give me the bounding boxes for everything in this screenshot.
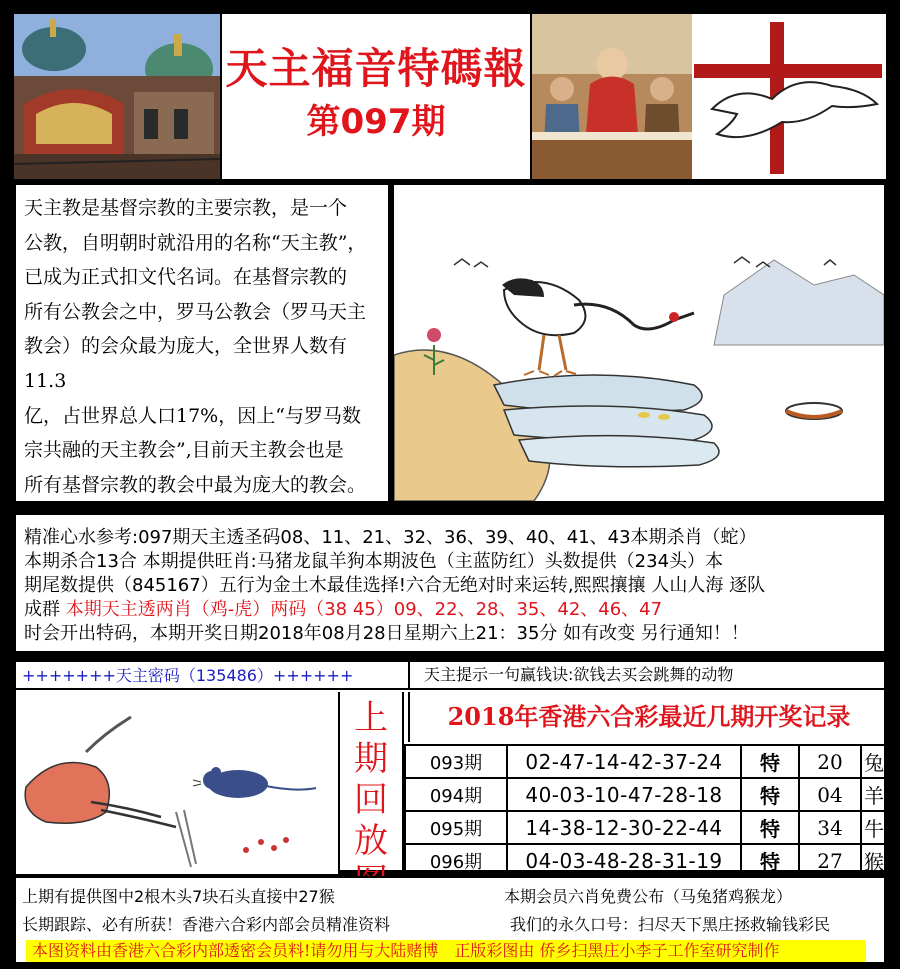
footer-line-2-right: 我们的永久口号：扫尽天下黑庄拯救输钱彩民 <box>510 915 831 934</box>
tips-box <box>14 513 886 653</box>
intro-box <box>14 183 390 503</box>
title-panel <box>222 14 530 179</box>
crane-illustration <box>392 183 886 503</box>
intro-line: 已成为正式扣文代名词。在基督宗教的 <box>24 266 348 289</box>
tip-line-2: 本期杀合13合 本期提供旺肖:马猪龙鼠羊狗本期波色（主蓝防红）头数提供（234头）本 <box>24 551 724 572</box>
special-label-cell: 特 <box>741 811 799 844</box>
tip-line-4-highlight: 本期天主透两肖（鸡-虎）两码（38 45）09、22、28、35、42、46、47 <box>65 599 663 620</box>
footer-line-2-left: 长期跟踪、必有所获！香港六合彩内部会员精准资料 <box>22 915 391 934</box>
religious-art <box>532 14 886 179</box>
replay-char: 回 <box>354 780 388 820</box>
period-cell: 094期 <box>405 778 507 811</box>
mouse-drawing <box>16 692 338 874</box>
tip-line-4-prefix: 成群 <box>24 599 66 620</box>
special-label-cell: 特 <box>741 745 799 778</box>
church-image <box>14 14 220 179</box>
footer-line-1-right: 本期会员六肖免费公布（马兔猪鸡猴龙） <box>504 887 793 906</box>
zodiac-cell: 兔 <box>861 745 887 778</box>
table-row <box>405 811 887 844</box>
records-title: 2018年香港六合彩最近几期开奖记录 <box>408 692 888 742</box>
zodiac-cell: 猴 <box>861 844 887 877</box>
last-issue-replay-label <box>338 692 404 874</box>
intro-text <box>24 191 384 502</box>
numbers-cell: 14-38-12-30-22-44 <box>507 811 741 844</box>
special-number-cell: 27 <box>799 844 861 877</box>
issue-number: 第097期 <box>306 102 446 142</box>
numbers-cell: 04-03-48-28-31-19 <box>507 844 741 877</box>
footer-banner: 本图资料由香港六合彩内部透密会员料!请勿用与大陆赌博 正版彩图由 侨乡扫黑庄小李子工作室研究制作 <box>26 940 866 962</box>
zodiac-cell: 羊 <box>861 778 887 811</box>
secret-code-bar: +++++++天主密码（135486）++++++ <box>16 662 408 690</box>
replay-char: 上 <box>354 698 388 738</box>
intro-line: 所有基督宗教的教会中最为庞大的教会。 <box>24 473 367 496</box>
footer-line-1-left: 上期有提供图中2根木头7块石头直接中27猴 <box>22 887 335 906</box>
zodiac-cell: 牛 <box>861 811 887 844</box>
numbers-cell: 02-47-14-42-37-24 <box>507 745 741 778</box>
period-cell: 096期 <box>405 844 507 877</box>
special-label-cell: 特 <box>741 778 799 811</box>
results-area <box>14 660 886 872</box>
special-number-cell: 20 <box>799 745 861 778</box>
church-photo <box>14 14 220 179</box>
period-cell: 093期 <box>405 745 507 778</box>
table-row <box>405 844 887 877</box>
intro-line: 教会）的会众最为庞大，全世界人数有11.3 <box>24 335 348 392</box>
period-cell: 095期 <box>405 811 507 844</box>
table-row <box>405 778 887 811</box>
table-row <box>405 745 887 778</box>
intro-line: 亿，占世界总人口17%，因上“与罗马数 <box>24 404 361 427</box>
tip-line-5: 时会开出特码，本期开奖日期2018年08月28日星期六上21：35分 如有改变 另行通知！！ <box>24 623 749 644</box>
intro-line: 公教，自明朝时就沿用的名称“天主教”， <box>24 231 367 254</box>
mouse-illustration <box>16 692 338 874</box>
special-number-cell: 04 <box>799 778 861 811</box>
page-title: 天主福音特碼報 <box>225 44 527 93</box>
intro-line: 宗共融的天主教会”,目前天主教会也是 <box>24 439 344 462</box>
intro-line: 天主教是基督宗教的主要宗教，是一个 <box>24 197 348 219</box>
numbers-cell: 40-03-10-47-28-18 <box>507 778 741 811</box>
crane-drawing <box>394 185 884 501</box>
tip-line-3: 期尾数提供（845167）五行为金土木最佳选择!六合无绝对时来运转,熙熙攘攘 人山人海 逐队 <box>24 575 766 596</box>
last-supper-cross-image <box>532 14 886 179</box>
hint-bar: 天主提示一句赢钱诀:欲钱去买会跳舞的动物 <box>408 662 888 690</box>
replay-char: 期 <box>354 739 388 779</box>
replay-char: 放 <box>354 821 388 861</box>
special-number-cell: 34 <box>799 811 861 844</box>
tip-line-4 <box>24 595 662 621</box>
records-table <box>404 744 888 878</box>
special-label-cell: 特 <box>741 844 799 877</box>
intro-line: 所有公教会之中，罗马公教会（罗马天主 <box>24 300 367 323</box>
tip-line-1: 精准心水参考:097期天主透圣码08、11、21、32、36、39、40、41、43本期杀肖（蛇） <box>24 527 757 548</box>
footer-box <box>14 876 886 964</box>
